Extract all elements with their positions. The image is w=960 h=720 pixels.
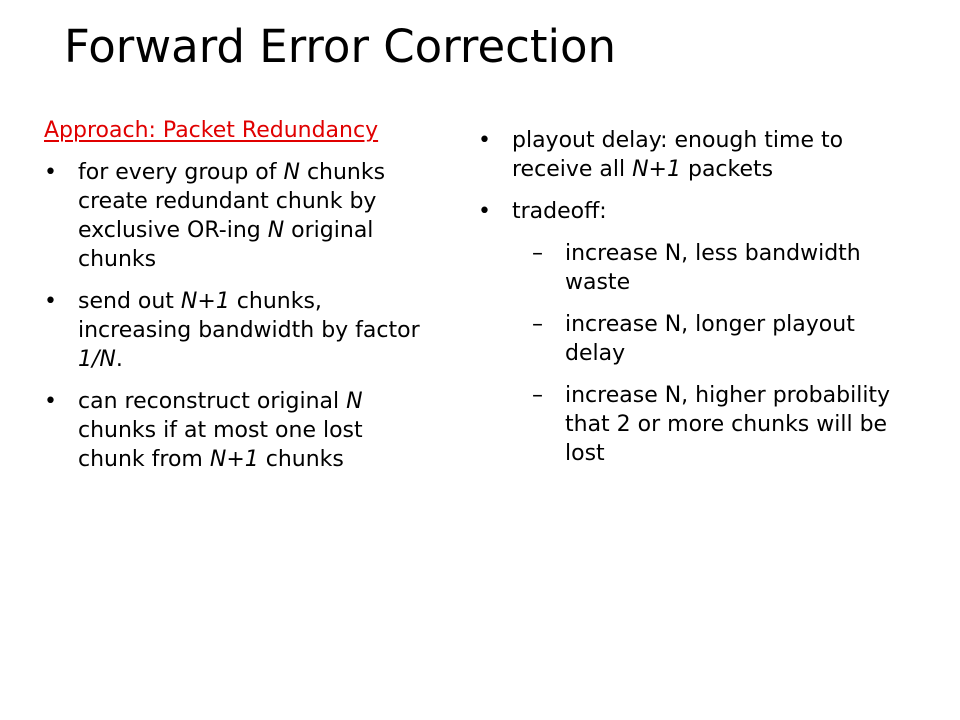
bullet-text: playout delay: enough time to receive all N+1 packets	[512, 128, 844, 182]
left-bullet	[44, 387, 436, 474]
left-column	[44, 116, 436, 487]
bullet-text: tradeoff:	[512, 199, 607, 224]
tradeoff-subbullet	[478, 239, 898, 297]
left-bullet	[44, 158, 436, 274]
dash-marker: –	[532, 312, 543, 337]
bullet-marker: •	[478, 128, 491, 153]
bullet-marker: •	[44, 389, 57, 414]
bullet-text: send out N+1 chunks, increasing bandwidth by factor 1/N.	[78, 289, 420, 372]
dash-marker: –	[532, 383, 543, 408]
left-bullet-list	[44, 158, 436, 474]
dash-marker: –	[532, 241, 543, 266]
right-bullet	[478, 197, 898, 226]
right-bullet-list	[478, 126, 898, 468]
tradeoff-subbullet	[478, 310, 898, 368]
subbullet-text: increase N, less bandwidth waste	[565, 241, 861, 295]
subbullet-text: increase N, higher probability that 2 or more chunks will be lost	[565, 383, 891, 466]
approach-heading: Approach: Packet Redundancy	[44, 118, 379, 143]
bullet-text: can reconstruct original N chunks if at most one lost chunk from N+1 chunks	[78, 389, 363, 472]
tradeoff-subbullet	[478, 381, 898, 468]
subbullet-text: increase N, longer playout delay	[565, 312, 855, 366]
bullet-marker: •	[44, 289, 57, 314]
bullet-marker: •	[44, 160, 57, 185]
right-column	[478, 126, 898, 481]
bullet-marker: •	[478, 199, 491, 224]
right-bullet	[478, 126, 898, 184]
left-bullet	[44, 287, 436, 374]
slide-title: Forward Error Correction	[64, 20, 617, 73]
bullet-text: for every group of N chunks create redundant chunk by exclusive OR-ing N original chunks	[78, 160, 386, 272]
